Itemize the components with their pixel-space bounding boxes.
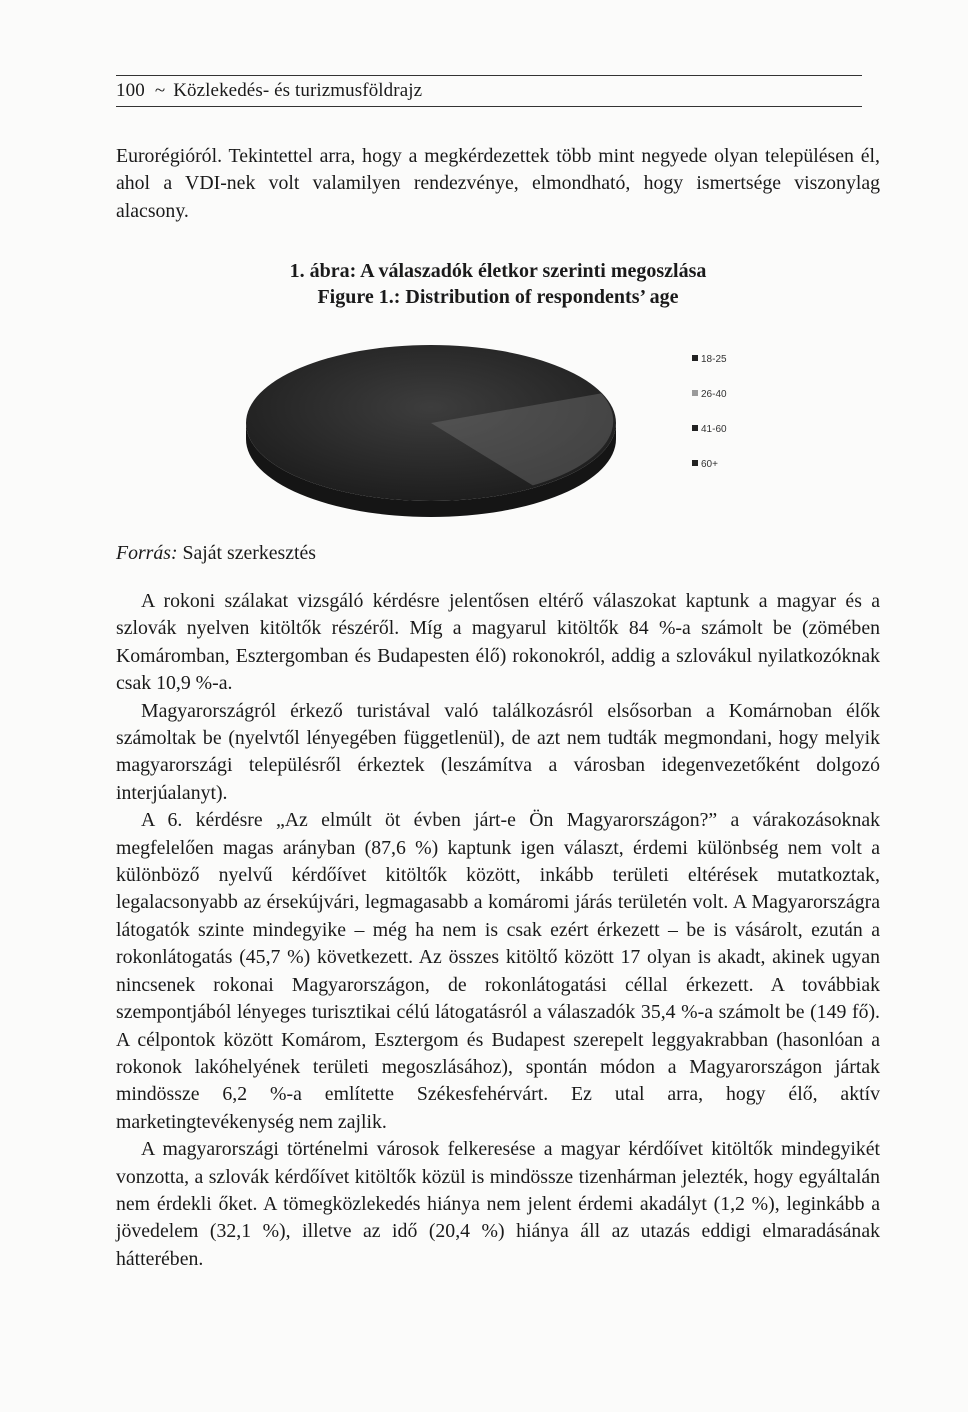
source-label: Forrás:: [116, 542, 178, 564]
paragraph-1: A rokoni szálakat vizsgáló kérdésre jelentősen eltérő válaszokat kaptunk a magyar és a szlovák nyelven kitöltők részéről. Míg a magyarul kitöltők 84 %-a számolt be (zömében Komáromban, Esztergomban és Budapesten élő) rokonokról, addig a szlovákul nyilatkozóknak csak 10,9 %-a.: [116, 590, 880, 695]
age-pie-chart: [246, 335, 806, 525]
legend-label-26-40: 26-40: [701, 389, 727, 400]
page-number: 100: [116, 80, 145, 101]
legend-label-18-25: 18-25: [701, 354, 727, 365]
running-header: [116, 75, 862, 107]
figure-title-hu: 1. ábra: A válaszadók életkor szerinti megoszlása: [289, 260, 707, 282]
legend-swatch-41-60: [692, 425, 698, 431]
header-separator: ~: [154, 80, 166, 101]
intro-paragraph: Eurorégióról. Tekintettel arra, hogy a megkérdezettek több mint negyede olyan településen él, ahol a VDI-nek volt valamilyen rendezvénye, elmondható, hogy ismertsége viszonylag alacsony.: [116, 145, 880, 222]
paragraph-3: A 6. kérdésre „Az elmúlt öt évben járt-e Ön Magyarországon?” a várakozásoknak megfelelően magas arányban (87,6 %) kaptunk igen választ, érdemi különbség nem volt a különböző nyelvű kérdőívet kitöltők között, inkább területi eltérések mutatkoztak, legalacsonyabb az érsekújvári, legmagasabb a komáromi járás területén volt. A Magyarországra látogatók szinte mindegyike – még ha nem is csak ezért érkezett – be is vásárolt, ezután a rokonlátogatás (45,7 %) következett. Az összes kitöltő között 17 olyan is akadt, akinek ugyan nincsenek rokonai Magyarországon, de rokonlátogatási céllal érkezett. A továbbiak szempontjából lényeges turisztikai célú látogatásról a válaszadók 35,4 %-a számolt be (149 fő). A célpontok között Komárom, Esztergom és Budapest szerepelt leggyakrabban (hasonlóan a rokonok lakóhelyének területi megoszlásához), spontán módon a Magyarországon jártak mindössze 6,2 %-a említette Székesfehérvárt. Ez utal arra, hogy élő, aktív marketingtevékenység nem zajlik.: [116, 809, 880, 1133]
source-text: Saját szerkesztés: [177, 542, 316, 564]
figure-source: [116, 540, 316, 567]
pie-chart-svg: [246, 335, 806, 525]
chart-legend: [692, 354, 727, 470]
paragraph-4: A magyarországi történelmi városok felkeresése a magyar kérdőívet kitöltők mindegyikét vonzotta, a szlovák kérdőívet kitöltők közül is mindössze tizenhárman jelezték, hogy egyáltalán nem érdekli őket. A tömegközlekedés hiánya nem jelent érdemi akadályt (1,2 %), leginkább a jövedelem (32,1 %), illetve az idő (20,4 %) hiánya áll az utazás eddigi elmaradásának hátterében.: [116, 1138, 880, 1270]
pie-slices: [246, 345, 616, 517]
body-text: [116, 588, 880, 1273]
legend-label-41-60: 41-60: [701, 424, 727, 435]
running-title: Közlekedés- és turizmusföldrajz: [173, 80, 423, 101]
legend-swatch-26-40: [692, 390, 698, 396]
legend-swatch-18-25: [692, 355, 698, 361]
legend-label-60+: 60+: [701, 459, 718, 470]
paragraph-2: Magyarországról érkező turistával való találkozásról elsősorban a Komárnoban élők számoltak be (nyelvtől lényegében függetlenül), de azt nem tudták megmondani, hogy melyik magyarországi településről érkeztek (leszámítva a városban idegenvezetőként dolgozó interjúalanyt).: [116, 699, 880, 804]
figure-title-en: Figure 1.: Distribution of respondents’ age: [317, 286, 679, 308]
legend-swatch-60+: [692, 460, 698, 466]
figure-caption: [116, 258, 880, 310]
